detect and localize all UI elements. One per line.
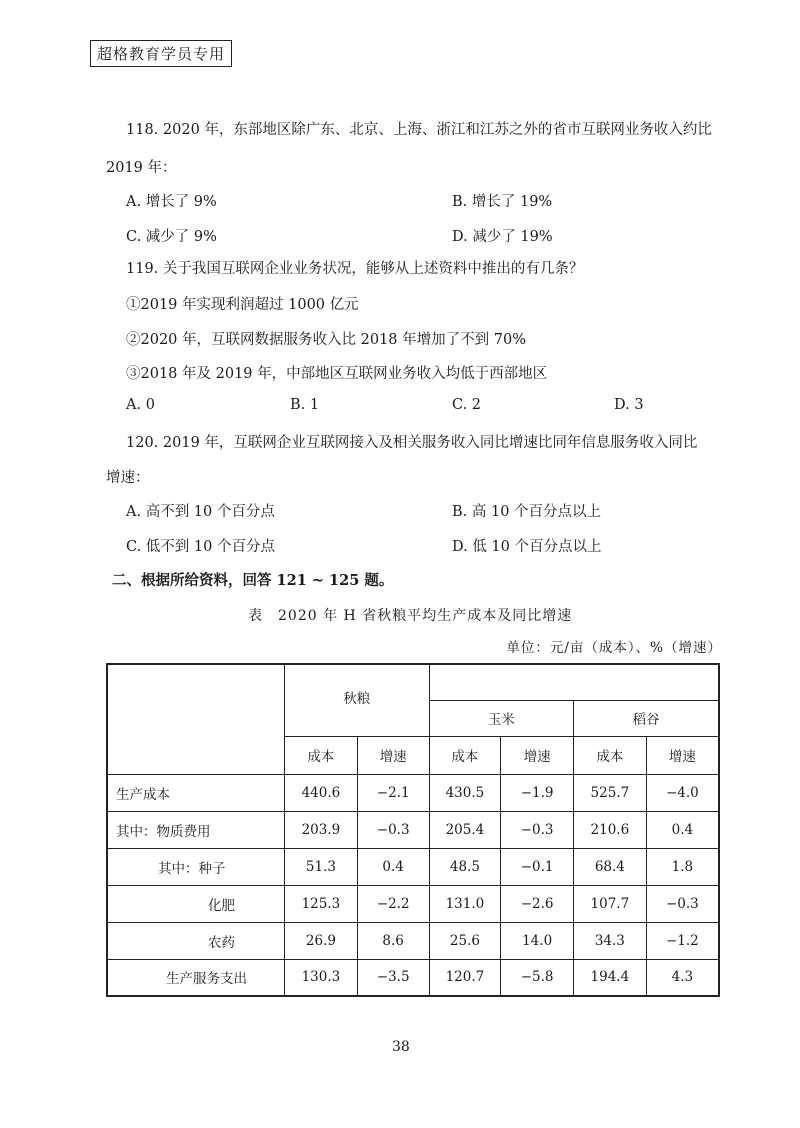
q119-option-a: A. 0 xyxy=(126,397,155,413)
table-cell: 131.0 xyxy=(429,885,501,922)
table-cell: 210.6 xyxy=(573,811,646,848)
q120-option-c: C. 低不到 10 个百分点 xyxy=(126,539,275,555)
table-cell: −0.3 xyxy=(357,811,429,848)
table-cell: −3.5 xyxy=(357,959,429,996)
sub-header: 增速 xyxy=(646,736,719,774)
table-cell: −5.8 xyxy=(501,959,574,996)
table-cell: −2.6 xyxy=(501,885,574,922)
group-header-yumi: 玉米 xyxy=(429,700,573,736)
q118-option-a: A. 增长了 9% xyxy=(126,194,217,210)
question-118-text-cont: 2019 年： xyxy=(106,160,177,176)
table-title: 表 2020 年 H 省秋粮平均生产成本及同比增速 xyxy=(248,608,573,624)
group-header-daogu: 稻谷 xyxy=(573,700,719,736)
sub-header: 增速 xyxy=(357,736,429,774)
table-cell: 0.4 xyxy=(646,811,719,848)
table-cell: 25.6 xyxy=(429,922,501,959)
question-118-text: 118. 2020 年，东部地区除广东、北京、上海、浙江和江苏之外的省市互联网业务收入约比 xyxy=(126,122,712,138)
table-cell: 125.3 xyxy=(285,885,358,922)
table-cell: 130.3 xyxy=(285,959,358,996)
q119-statement-1: ①2019 年实现利润超过 1000 亿元 xyxy=(126,297,359,313)
sub-header: 成本 xyxy=(573,736,646,774)
table-cell: 440.6 xyxy=(285,774,358,811)
group-header-qiuliang: 秋粮 xyxy=(285,664,429,736)
q119-option-b: B. 1 xyxy=(290,397,320,413)
table-row xyxy=(107,885,719,922)
table-cell: −1.2 xyxy=(646,922,719,959)
table-cell: 120.7 xyxy=(429,959,501,996)
q120-option-a: A. 高不到 10 个百分点 xyxy=(126,504,275,520)
cost-table xyxy=(106,663,720,997)
question-120-text-cont: 增速： xyxy=(106,470,150,486)
q119-statement-3: ③2018 年及 2019 年，中部地区互联网业务收入均低于西部地区 xyxy=(126,366,548,382)
table-cell: 205.4 xyxy=(429,811,501,848)
table-cell: 34.3 xyxy=(573,922,646,959)
q120-option-b: B. 高 10 个百分点以上 xyxy=(452,504,602,520)
row-label: 其中：种子 xyxy=(107,848,285,885)
table-cell: −4.0 xyxy=(646,774,719,811)
table-row xyxy=(107,774,719,811)
table-cell: 68.4 xyxy=(573,848,646,885)
table-cell: 1.8 xyxy=(646,848,719,885)
q118-option-c: C. 减少了 9% xyxy=(126,229,217,245)
header-label: 超格教育学员专用 xyxy=(90,40,232,67)
table-row xyxy=(107,922,719,959)
table-cell: 8.6 xyxy=(357,922,429,959)
table-cell: −2.1 xyxy=(357,774,429,811)
table-cell: 26.9 xyxy=(285,922,358,959)
table-row xyxy=(107,848,719,885)
table-cell: −0.3 xyxy=(501,811,574,848)
table-cell: 14.0 xyxy=(501,922,574,959)
table-cell: 525.7 xyxy=(573,774,646,811)
table-unit: 单位：元/亩（成本）、%（增速） xyxy=(506,640,722,656)
table-row xyxy=(107,811,719,848)
question-119-text: 119. 关于我国互联网企业业务状况，能够从上述资料中推出的有几条？ xyxy=(126,261,584,277)
corner-cell xyxy=(107,664,285,774)
q119-option-d: D. 3 xyxy=(614,397,644,413)
row-label: 生产成本 xyxy=(107,774,285,811)
sub-header: 成本 xyxy=(285,736,358,774)
table-cell: 48.5 xyxy=(429,848,501,885)
table-cell: 430.5 xyxy=(429,774,501,811)
row-label: 生产服务支出 xyxy=(107,959,285,996)
table-cell: −0.1 xyxy=(501,848,574,885)
q118-option-d: D. 减少了 19% xyxy=(452,229,553,245)
q119-option-c: C. 2 xyxy=(452,397,482,413)
q119-statement-2: ②2020 年，互联网数据服务收入比 2018 年增加了不到 70% xyxy=(126,332,526,348)
row-label: 其中：物质费用 xyxy=(107,811,285,848)
table-cell: 194.4 xyxy=(573,959,646,996)
row-label: 化肥 xyxy=(107,885,285,922)
table-cell: 0.4 xyxy=(357,848,429,885)
sub-header: 增速 xyxy=(501,736,574,774)
table-cell: 51.3 xyxy=(285,848,358,885)
section-title: 二、根据所给资料，回答 121 ~ 125 题。 xyxy=(112,572,394,589)
q120-option-d: D. 低 10 个百分点以上 xyxy=(452,539,602,555)
group-header-spacer xyxy=(429,664,719,700)
table-cell: −1.9 xyxy=(501,774,574,811)
table-cell: −0.3 xyxy=(646,885,719,922)
question-120-text: 120. 2019 年，互联网企业互联网接入及相关服务收入同比增速比同年信息服务收入同比 xyxy=(126,435,698,451)
table-cell: 4.3 xyxy=(646,959,719,996)
table-cell: −2.2 xyxy=(357,885,429,922)
sub-header: 成本 xyxy=(429,736,501,774)
table-cell: 203.9 xyxy=(285,811,358,848)
page-number: 38 xyxy=(392,1039,410,1055)
table-row xyxy=(107,959,719,996)
q118-option-b: B. 增长了 19% xyxy=(452,194,553,210)
table-cell: 107.7 xyxy=(573,885,646,922)
row-label: 农药 xyxy=(107,922,285,959)
